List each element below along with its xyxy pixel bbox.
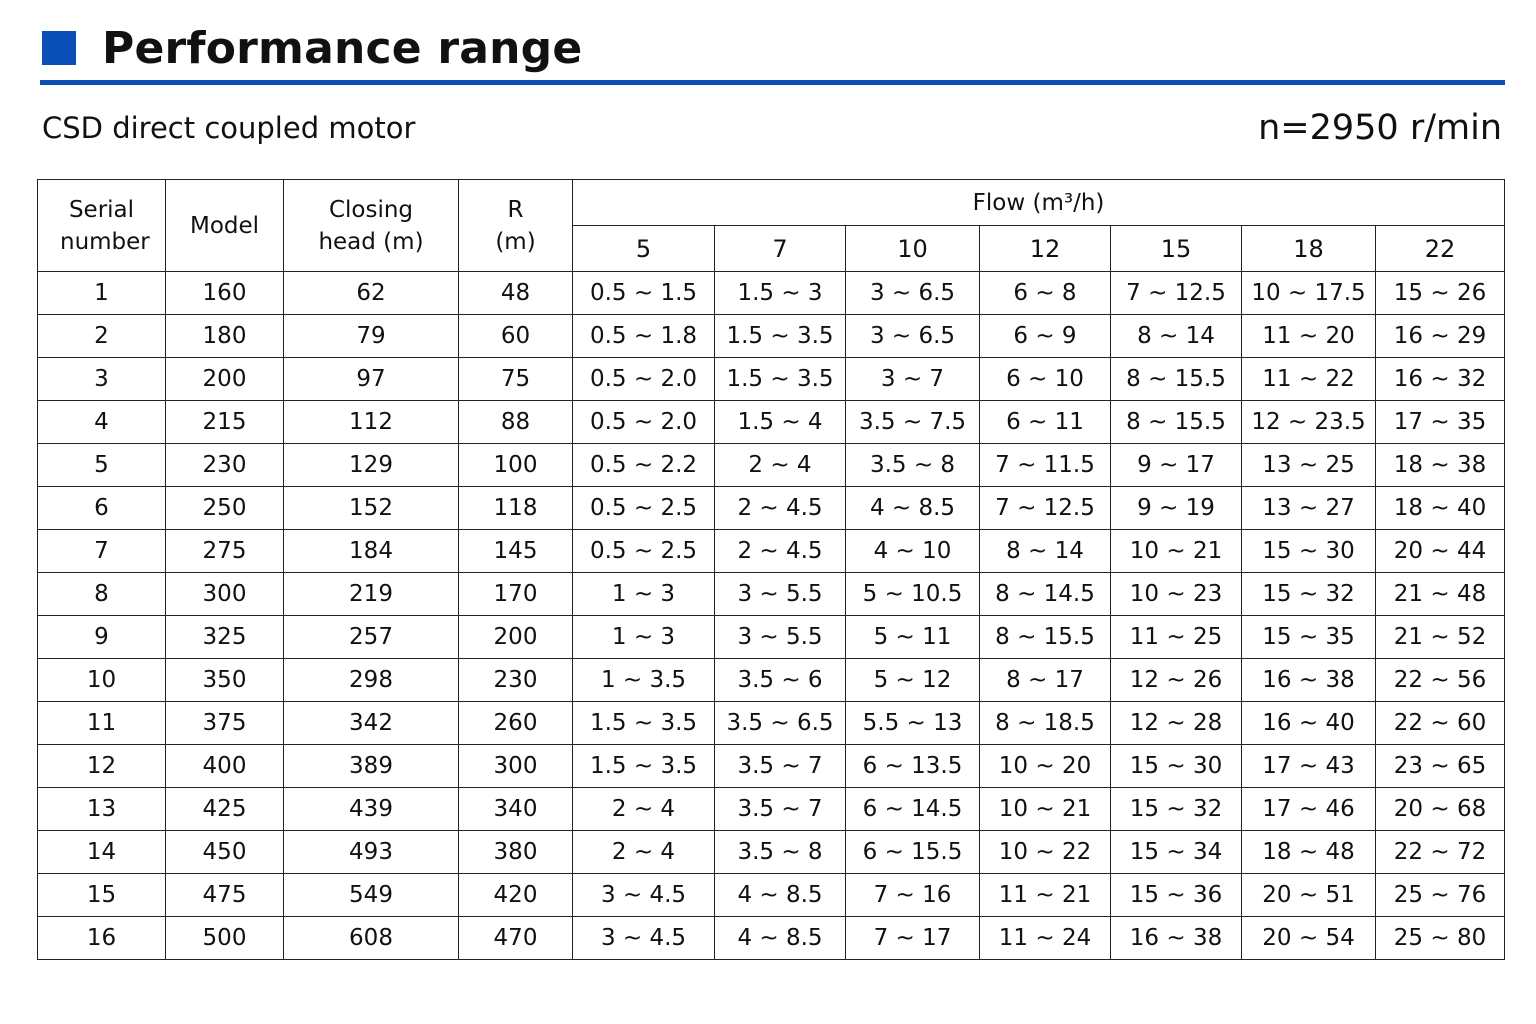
table-cell: 15 ~ 35	[1242, 616, 1376, 659]
table-cell: 15 ~ 32	[1242, 573, 1376, 616]
table-cell: 608	[284, 917, 459, 960]
table-cell: 16 ~ 38	[1111, 917, 1242, 960]
table-cell: 1.5 ~ 3.5	[573, 702, 715, 745]
table-cell: 4 ~ 8.5	[715, 874, 846, 917]
table-cell: 1 ~ 3	[573, 573, 715, 616]
table-cell: 5 ~ 11	[846, 616, 980, 659]
header-closing-head: Closing head (m)	[284, 180, 459, 272]
table-cell: 375	[166, 702, 284, 745]
table-row	[38, 616, 1505, 659]
table-cell: 450	[166, 831, 284, 874]
table-cell: 0.5 ~ 1.5	[573, 272, 715, 315]
table-cell: 17 ~ 46	[1242, 788, 1376, 831]
table-cell: 219	[284, 573, 459, 616]
table-cell: 2 ~ 4.5	[715, 530, 846, 573]
table-cell: 9 ~ 19	[1111, 487, 1242, 530]
table-cell: 20 ~ 54	[1242, 917, 1376, 960]
table-cell: 7 ~ 16	[846, 874, 980, 917]
table-cell: 325	[166, 616, 284, 659]
header-r: R (m)	[459, 180, 573, 272]
table-cell: 7 ~ 17	[846, 917, 980, 960]
table-cell: 250	[166, 487, 284, 530]
header-flow-column: 15	[1111, 226, 1242, 272]
table-cell: 425	[166, 788, 284, 831]
table-cell: 12 ~ 23.5	[1242, 401, 1376, 444]
table-cell: 60	[459, 315, 573, 358]
table-cell: 6 ~ 14.5	[846, 788, 980, 831]
table-cell: 8 ~ 14	[1111, 315, 1242, 358]
table-cell: 6 ~ 15.5	[846, 831, 980, 874]
table-cell: 1	[38, 272, 166, 315]
table-cell: 13 ~ 25	[1242, 444, 1376, 487]
table-cell: 17 ~ 35	[1376, 401, 1505, 444]
table-cell: 0.5 ~ 2.2	[573, 444, 715, 487]
table-row	[38, 745, 1505, 788]
page-subtitle: CSD direct coupled motor	[42, 111, 416, 145]
table-cell: 3.5 ~ 8	[846, 444, 980, 487]
table-cell: 470	[459, 917, 573, 960]
table-cell: 215	[166, 401, 284, 444]
table-cell: 21 ~ 52	[1376, 616, 1505, 659]
header-flow-column: 18	[1242, 226, 1376, 272]
table-cell: 8 ~ 14.5	[980, 573, 1111, 616]
table-cell: 439	[284, 788, 459, 831]
table-cell: 500	[166, 917, 284, 960]
table-cell: 10	[38, 659, 166, 702]
table-cell: 20 ~ 51	[1242, 874, 1376, 917]
table-cell: 300	[459, 745, 573, 788]
table-cell: 8 ~ 15.5	[1111, 401, 1242, 444]
table-row	[38, 788, 1505, 831]
table-cell: 11 ~ 25	[1111, 616, 1242, 659]
table-cell: 10 ~ 22	[980, 831, 1111, 874]
table-cell: 12	[38, 745, 166, 788]
table-cell: 0.5 ~ 2.5	[573, 487, 715, 530]
table-cell: 5 ~ 12	[846, 659, 980, 702]
table-cell: 350	[166, 659, 284, 702]
title-square-icon	[42, 31, 76, 65]
table-cell: 3.5 ~ 6.5	[715, 702, 846, 745]
table-cell: 6 ~ 8	[980, 272, 1111, 315]
table-cell: 6 ~ 9	[980, 315, 1111, 358]
table-cell: 420	[459, 874, 573, 917]
table-cell: 0.5 ~ 1.8	[573, 315, 715, 358]
table-cell: 8 ~ 17	[980, 659, 1111, 702]
table-cell: 6 ~ 11	[980, 401, 1111, 444]
table-cell: 260	[459, 702, 573, 745]
table-cell: 20 ~ 68	[1376, 788, 1505, 831]
table-cell: 1.5 ~ 3	[715, 272, 846, 315]
table-cell: 15 ~ 30	[1111, 745, 1242, 788]
table-cell: 11 ~ 24	[980, 917, 1111, 960]
table-cell: 8 ~ 14	[980, 530, 1111, 573]
table-cell: 3 ~ 7	[846, 358, 980, 401]
table-cell: 13 ~ 27	[1242, 487, 1376, 530]
table-cell: 8 ~ 15.5	[1111, 358, 1242, 401]
title-divider	[40, 80, 1505, 85]
header-flow: Flow (m³/h)	[573, 180, 1505, 226]
table-cell: 0.5 ~ 2.5	[573, 530, 715, 573]
page-title: Performance range	[102, 22, 583, 74]
table-cell: 230	[459, 659, 573, 702]
performance-table	[37, 179, 1505, 960]
table-cell: 88	[459, 401, 573, 444]
table-cell: 3.5 ~ 6	[715, 659, 846, 702]
table-cell: 12 ~ 28	[1111, 702, 1242, 745]
table-cell: 23 ~ 65	[1376, 745, 1505, 788]
table-cell: 1.5 ~ 3.5	[715, 315, 846, 358]
table-cell: 2 ~ 4.5	[715, 487, 846, 530]
table-cell: 5 ~ 10.5	[846, 573, 980, 616]
table-cell: 10 ~ 21	[980, 788, 1111, 831]
table-row	[38, 573, 1505, 616]
table-row	[38, 874, 1505, 917]
table-cell: 15 ~ 36	[1111, 874, 1242, 917]
header-model: Model	[166, 180, 284, 272]
header-serial-number: Serial number	[38, 180, 166, 272]
table-cell: 1 ~ 3	[573, 616, 715, 659]
table-cell: 16	[38, 917, 166, 960]
table-cell: 11	[38, 702, 166, 745]
table-body	[38, 272, 1505, 960]
table-cell: 8 ~ 18.5	[980, 702, 1111, 745]
table-cell: 13	[38, 788, 166, 831]
table-cell: 342	[284, 702, 459, 745]
table-cell: 1.5 ~ 3.5	[573, 745, 715, 788]
rotation-speed: n=2950 r/min	[1258, 108, 1502, 148]
table-cell: 160	[166, 272, 284, 315]
table-cell: 8 ~ 15.5	[980, 616, 1111, 659]
table-cell: 25 ~ 80	[1376, 917, 1505, 960]
table-cell: 7 ~ 11.5	[980, 444, 1111, 487]
table-cell: 5	[38, 444, 166, 487]
table-cell: 0.5 ~ 2.0	[573, 401, 715, 444]
table-cell: 100	[459, 444, 573, 487]
table-cell: 15 ~ 30	[1242, 530, 1376, 573]
table-cell: 16 ~ 38	[1242, 659, 1376, 702]
table-cell: 170	[459, 573, 573, 616]
table-cell: 4 ~ 8.5	[846, 487, 980, 530]
table-cell: 2	[38, 315, 166, 358]
page-header	[42, 18, 582, 78]
table-cell: 3 ~ 6.5	[846, 315, 980, 358]
table-cell: 145	[459, 530, 573, 573]
table-cell: 10 ~ 23	[1111, 573, 1242, 616]
table-cell: 10 ~ 17.5	[1242, 272, 1376, 315]
table-cell: 15 ~ 32	[1111, 788, 1242, 831]
table-cell: 16 ~ 32	[1376, 358, 1505, 401]
table-cell: 10 ~ 21	[1111, 530, 1242, 573]
table-cell: 2 ~ 4	[573, 831, 715, 874]
table-cell: 300	[166, 573, 284, 616]
table-cell: 6	[38, 487, 166, 530]
table-cell: 9 ~ 17	[1111, 444, 1242, 487]
header-flow-column: 12	[980, 226, 1111, 272]
table-cell: 184	[284, 530, 459, 573]
table-cell: 3 ~ 4.5	[573, 874, 715, 917]
table-row	[38, 272, 1505, 315]
table-cell: 380	[459, 831, 573, 874]
table-cell: 340	[459, 788, 573, 831]
table-cell: 200	[459, 616, 573, 659]
table-row	[38, 444, 1505, 487]
table-cell: 6 ~ 13.5	[846, 745, 980, 788]
table-cell: 6 ~ 10	[980, 358, 1111, 401]
table-cell: 3	[38, 358, 166, 401]
table-cell: 3 ~ 6.5	[846, 272, 980, 315]
table-cell: 15 ~ 26	[1376, 272, 1505, 315]
table-cell: 18 ~ 38	[1376, 444, 1505, 487]
table-cell: 22 ~ 56	[1376, 659, 1505, 702]
table-cell: 3 ~ 5.5	[715, 573, 846, 616]
table-cell: 3.5 ~ 8	[715, 831, 846, 874]
table-cell: 275	[166, 530, 284, 573]
table-cell: 62	[284, 272, 459, 315]
table-cell: 11 ~ 21	[980, 874, 1111, 917]
table-row	[38, 487, 1505, 530]
table-row	[38, 831, 1505, 874]
table-cell: 3.5 ~ 7	[715, 745, 846, 788]
table-cell: 4 ~ 8.5	[715, 917, 846, 960]
table-cell: 230	[166, 444, 284, 487]
table-cell: 17 ~ 43	[1242, 745, 1376, 788]
table-cell: 129	[284, 444, 459, 487]
table-cell: 389	[284, 745, 459, 788]
table-cell: 7	[38, 530, 166, 573]
table-cell: 11 ~ 20	[1242, 315, 1376, 358]
table-cell: 400	[166, 745, 284, 788]
table-cell: 1.5 ~ 3.5	[715, 358, 846, 401]
table-cell: 18 ~ 48	[1242, 831, 1376, 874]
table-cell: 2 ~ 4	[715, 444, 846, 487]
table-cell: 152	[284, 487, 459, 530]
table-cell: 25 ~ 76	[1376, 874, 1505, 917]
table-cell: 10 ~ 20	[980, 745, 1111, 788]
table-cell: 4	[38, 401, 166, 444]
table-cell: 22 ~ 72	[1376, 831, 1505, 874]
table-row	[38, 358, 1505, 401]
table-cell: 5.5 ~ 13	[846, 702, 980, 745]
table-cell: 11 ~ 22	[1242, 358, 1376, 401]
table-row	[38, 315, 1505, 358]
table-cell: 4 ~ 10	[846, 530, 980, 573]
table-cell: 1 ~ 3.5	[573, 659, 715, 702]
table-row	[38, 401, 1505, 444]
table-cell: 298	[284, 659, 459, 702]
table-cell: 112	[284, 401, 459, 444]
table-cell: 9	[38, 616, 166, 659]
table-cell: 200	[166, 358, 284, 401]
table-cell: 14	[38, 831, 166, 874]
table-cell: 75	[459, 358, 573, 401]
table-cell: 97	[284, 358, 459, 401]
table-row	[38, 917, 1505, 960]
table-cell: 180	[166, 315, 284, 358]
table-cell: 7 ~ 12.5	[1111, 272, 1242, 315]
table-cell: 2 ~ 4	[573, 788, 715, 831]
table-cell: 15 ~ 34	[1111, 831, 1242, 874]
table-cell: 8	[38, 573, 166, 616]
table-cell: 21 ~ 48	[1376, 573, 1505, 616]
header-flow-column: 22	[1376, 226, 1505, 272]
table-cell: 3.5 ~ 7	[715, 788, 846, 831]
table-cell: 15	[38, 874, 166, 917]
table-cell: 22 ~ 60	[1376, 702, 1505, 745]
table-cell: 12 ~ 26	[1111, 659, 1242, 702]
table-cell: 16 ~ 29	[1376, 315, 1505, 358]
table-row	[38, 530, 1505, 573]
table-row	[38, 702, 1505, 745]
table-cell: 118	[459, 487, 573, 530]
table-cell: 48	[459, 272, 573, 315]
table-cell: 20 ~ 44	[1376, 530, 1505, 573]
table-cell: 1.5 ~ 4	[715, 401, 846, 444]
table-row	[38, 659, 1505, 702]
table-cell: 7 ~ 12.5	[980, 487, 1111, 530]
table-cell: 549	[284, 874, 459, 917]
table-cell: 3 ~ 5.5	[715, 616, 846, 659]
table-cell: 257	[284, 616, 459, 659]
header-flow-column: 7	[715, 226, 846, 272]
header-flow-column: 10	[846, 226, 980, 272]
table-cell: 79	[284, 315, 459, 358]
table-cell: 475	[166, 874, 284, 917]
table-cell: 3 ~ 4.5	[573, 917, 715, 960]
table-cell: 0.5 ~ 2.0	[573, 358, 715, 401]
table-cell: 18 ~ 40	[1376, 487, 1505, 530]
table-cell: 16 ~ 40	[1242, 702, 1376, 745]
table-cell: 493	[284, 831, 459, 874]
header-flow-column: 5	[573, 226, 715, 272]
table-cell: 3.5 ~ 7.5	[846, 401, 980, 444]
